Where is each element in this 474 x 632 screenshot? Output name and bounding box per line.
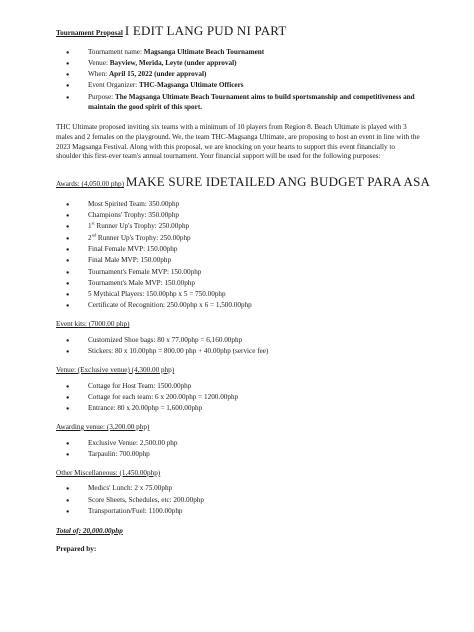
detail-value: April 15, 2022 (under approval) [108,70,207,79]
detail-label: Tournament name: [88,47,144,56]
detail-value: The Magsanga Ultimate Beach Tournament aims to build sportsmanship and competitiveness and maintain the good spirit of this sport. [88,92,415,111]
detail-item [56,48,474,58]
title-line [56,22,474,40]
award-item: ● Champions' Trophy: 350.00php [56,211,474,221]
detail-value: Bayview, Merida, Leyte (under approval) [109,58,237,67]
award-item: ● Final Male MVP: 150.00php [56,256,474,266]
award-item: ● Certificate of Recognition: 250.00php x 6 = 1,500.00php [56,301,474,311]
award-item: ● 2nd Runner Up's Trophy: 250.00php [56,234,474,244]
award-item: ● 5 Mythical Players: 150.00php x 5 = 750.00php [56,290,474,300]
awarding-venue-item: ● Exclusive Venue: 2,500.00 php [56,439,474,449]
proposal-label: Tournament Proposal [56,29,123,37]
edit-note: I EDIT LANG PUD NI PART [124,23,287,38]
other-misc-item: ● Score Sheets, Schedules, etc: 200.00php [56,496,474,506]
venue-item: ● Entrance: 80 x 20.00php = 1,600.00php [56,404,474,414]
awarding-venue-item: ● Tarpaulin: 700.00php [56,450,474,460]
detail-label: Purpose: [88,92,115,101]
event-kits-heading: Event kits: (7000.00 php) [56,320,130,329]
details-list [56,48,474,113]
other-misc-heading: Other Miscellaneous: (1,450.00php) [56,468,161,477]
other-misc-list [56,484,474,516]
award-item: ● Tournament's Male MVP: 150.00php [56,279,474,289]
awards-label: Awards: (4,050.00 php) [56,180,125,189]
other-misc-item: ● Transportation/Fuel: 1100.00php [56,507,474,517]
detail-item [56,93,418,112]
detail-value: THC-Magsanga Ultimate Officers [138,81,244,90]
other-misc-item: ● Medics' Lunch: 2 x 75.00php [56,484,474,494]
event-kit-item: ● Customized Shoe bags: 80 x 77.00php = 6,160.00php [56,336,474,346]
event-kits-list [56,336,474,357]
venue-item: ● Cottage for each team: 6 x 200.00php = 1200.00php [56,393,474,403]
venue-item: ● Cottage for Host Team: 1500.00php [56,382,474,392]
detail-label: When: [88,70,109,79]
detail-label: Event Organizer: [88,81,139,90]
award-item: ● 1st Runner Up's Trophy: 250.00php [56,222,474,232]
total-amount: Total of: 20,000.00php [56,526,123,535]
awards-note: MAKE SURE IDETAILED ANG BUDGET PARA ASA [125,174,431,190]
detail-item [56,81,474,91]
awarding-venue-heading: Awarding venue: (3,200.00 php) [56,423,150,431]
awards-list [56,200,474,312]
detail-value: Magsanga Ultimate Beach Tournament [143,47,265,56]
awards-heading [56,173,436,191]
detail-item [56,70,474,80]
event-kit-item: ● Stickers: 80 x 10.00php = 800.00 php + 40.00php (service fee) [56,347,474,357]
award-item: ● Most Spirited Team: 350.00php [56,200,474,210]
venue-heading: Venue: (Exclusive venue) (4,300.00 php) [56,365,175,374]
detail-item [56,59,474,69]
detail-label: Venue: [88,58,110,67]
awarding-venue-list [56,439,474,460]
prepared-by: Prepared by: [56,544,97,553]
intro-paragraph: THC Ultimate proposed inviting six teams with a minimum of 10 players from Region 8. Beach Ultimate is played with 3 males and 2 females on the playground. We, the team THC-Magsanga Ultimate, are proposing to host an event in line with the 2023 Magsanga Festival. Along with this proposal, we are knocking on your hearts to support this event financially to shoulder this first-ever team's annual tournament. Your financial support will be used for the following purposes: [56,123,420,161]
venue-list [56,382,474,414]
award-item: ● Tournament's Female MVP: 150.00php [56,268,474,278]
award-item: ● Final Female MVP: 150.00php [56,245,474,255]
